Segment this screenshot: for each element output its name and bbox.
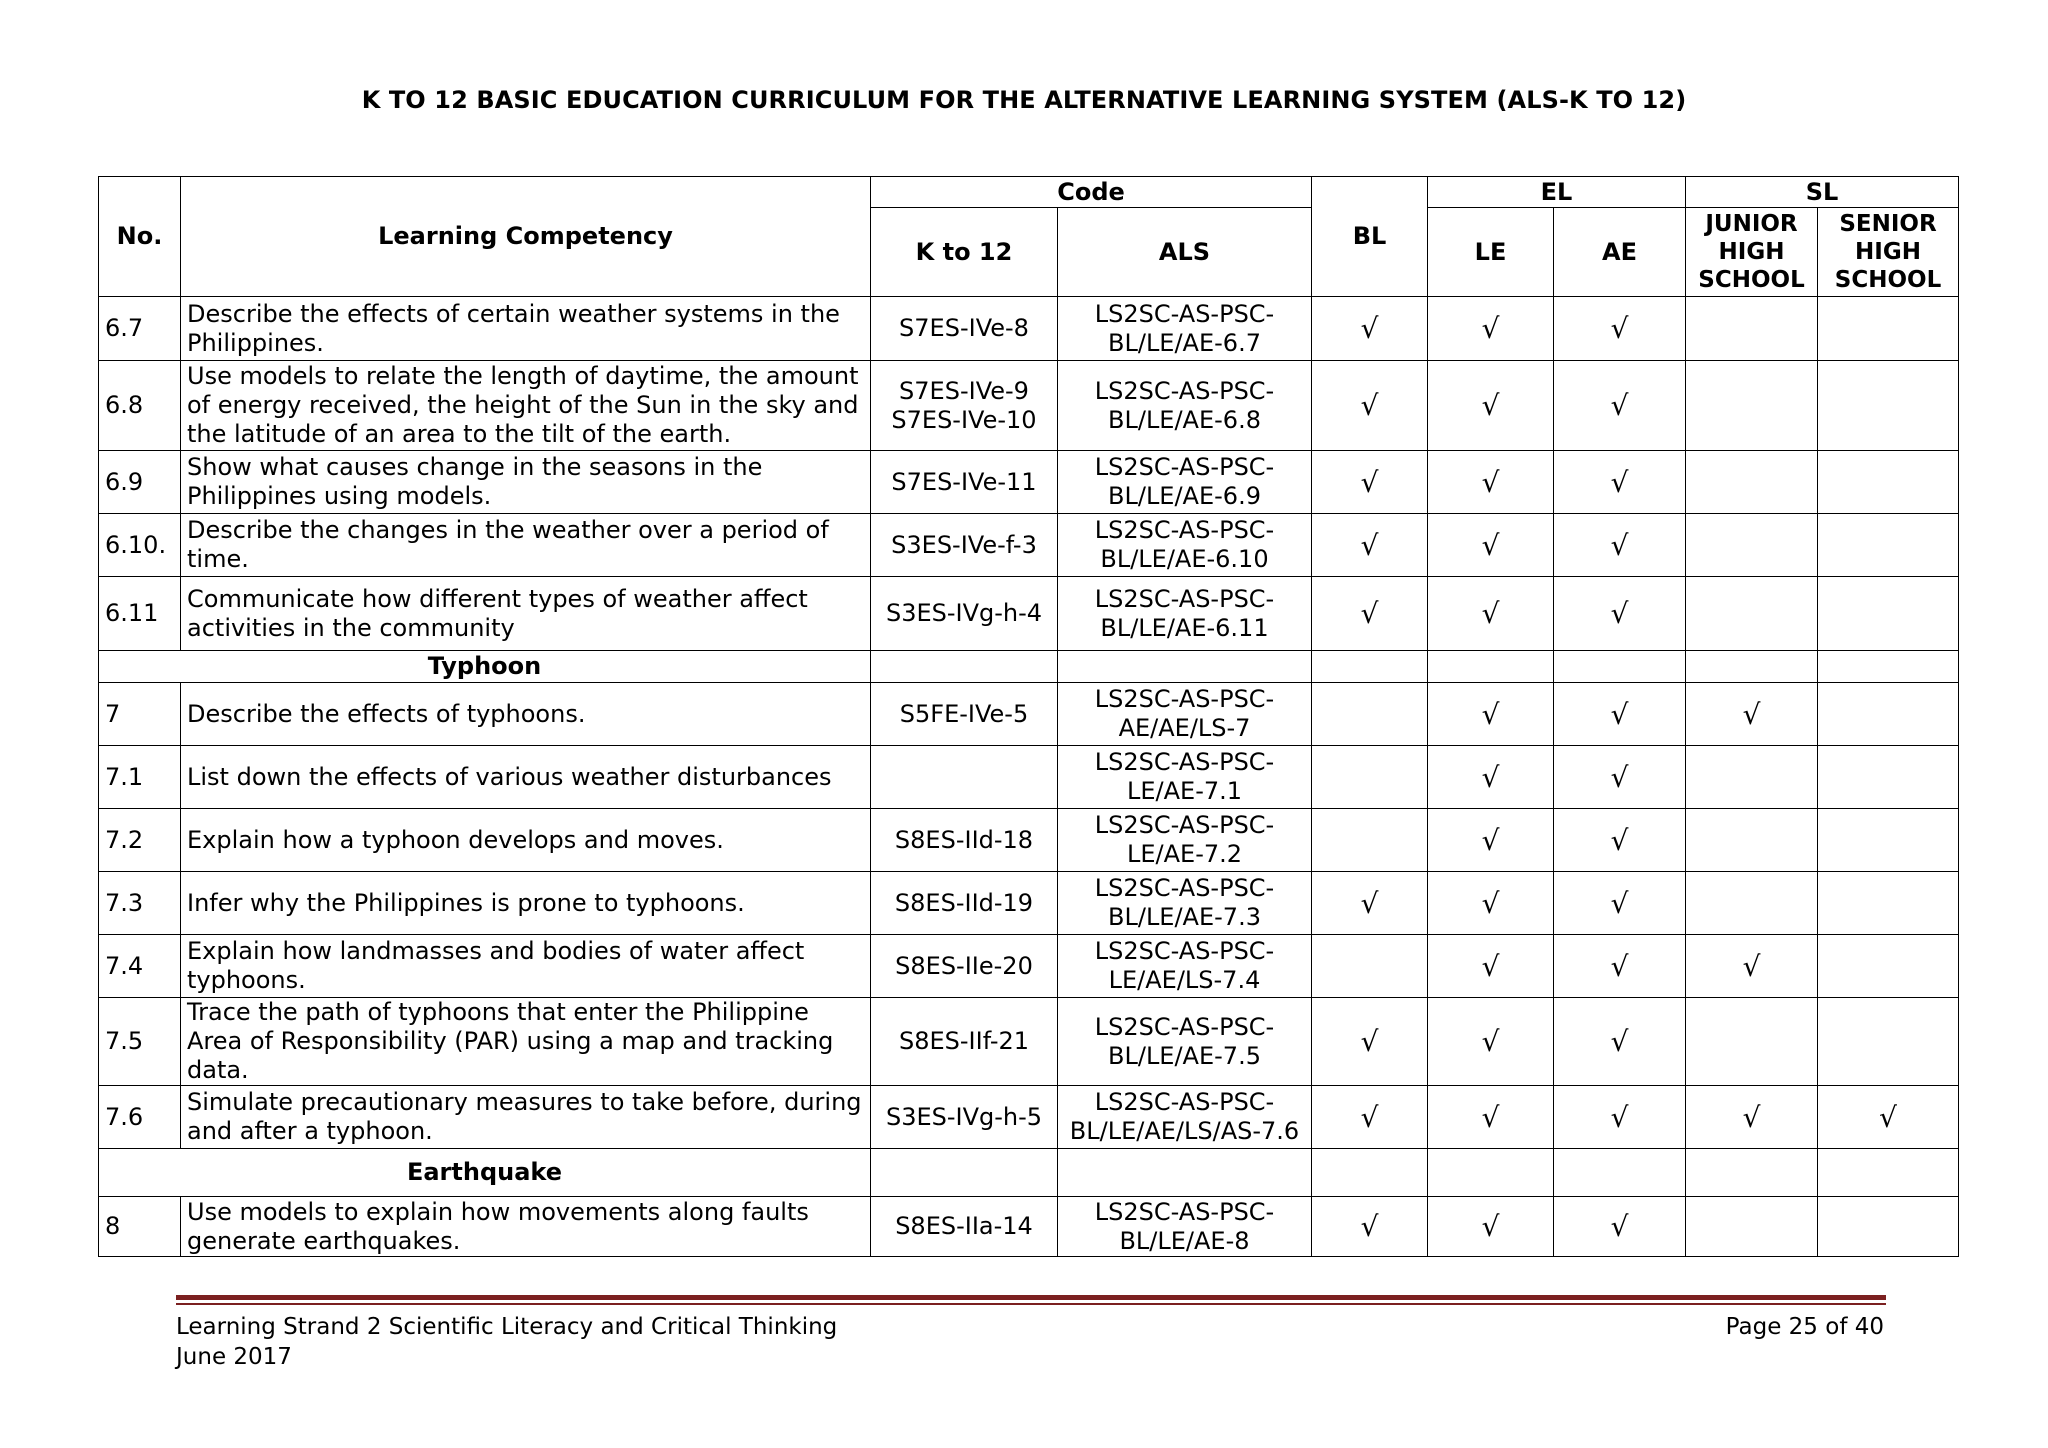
cell-learning-competency: Explain how a typhoon develops and moves. (181, 809, 871, 872)
cell-learning-competency: Describe the effects of certain weather systems in the Philippines. (181, 297, 871, 361)
cell-ae-check: √ (1554, 1197, 1686, 1257)
cell-jhs-check: √ (1686, 683, 1818, 746)
footer-strand: Learning Strand 2 Scientific Literacy and Critical Thinking (176, 1314, 838, 1340)
cell-shs-check (1818, 683, 1959, 746)
cell-shs-check (1818, 935, 1959, 998)
footer-left (176, 1312, 837, 1372)
cell-k12-code: S8ES-IIe-20 (871, 935, 1058, 998)
cell-learning-competency: List down the effects of various weather disturbances (181, 746, 871, 809)
cell-ae-check: √ (1554, 577, 1686, 651)
cell-jhs-check (1686, 451, 1818, 514)
footer-rule-thin (176, 1303, 1886, 1305)
cell-als-code: LS2SC-AS-PSC-BL/LE/AE-8 (1058, 1197, 1312, 1257)
cell-als-code: LS2SC-AS-PSC-BL/LE/AE/LS/AS-7.6 (1058, 1086, 1312, 1149)
cell-le-check: √ (1428, 683, 1554, 746)
header-learning-competency: Learning Competency (181, 177, 871, 297)
cell-le-check: √ (1428, 514, 1554, 577)
cell-bl-check (1312, 935, 1428, 998)
cell-number: 7.2 (99, 809, 181, 872)
cell-number: 6.7 (99, 297, 181, 361)
cell-number: 7.4 (99, 935, 181, 998)
cell-jhs-check (1686, 361, 1818, 451)
cell-bl-check: √ (1312, 872, 1428, 935)
footer-date: June 2017 (176, 1344, 292, 1370)
section-label: Typhoon (99, 651, 871, 683)
cell-ae-check: √ (1554, 809, 1686, 872)
table-row (99, 998, 1959, 1086)
header-sl: SL (1686, 177, 1959, 208)
cell-shs-check (1818, 872, 1959, 935)
header-senior-high-school: SENIOR HIGH SCHOOL (1818, 208, 1959, 297)
cell-learning-competency: Explain how landmasses and bodies of water affect typhoons. (181, 935, 871, 998)
cell-als-code: LS2SC-AS-PSC-BL/LE/AE-7.3 (1058, 872, 1312, 935)
competency-table (98, 176, 1959, 1257)
cell-jhs-check (1686, 998, 1818, 1086)
cell-number: 6.10. (99, 514, 181, 577)
cell-le-check: √ (1428, 451, 1554, 514)
header-code: Code (871, 177, 1312, 208)
header-bl: BL (1312, 177, 1428, 297)
cell-ae-check: √ (1554, 746, 1686, 809)
cell-number: 7.3 (99, 872, 181, 935)
cell-k12-code: S8ES-IIf-21 (871, 998, 1058, 1086)
table-row (99, 746, 1959, 809)
cell-le-check: √ (1428, 872, 1554, 935)
cell-learning-competency: Trace the path of typhoons that enter the Philippine Area of Responsibility (PAR) using a map and tracking data. (181, 998, 871, 1086)
cell-k12-code: S5FE-IVe-5 (871, 683, 1058, 746)
cell-als-code: LS2SC-AS-PSC-BL/LE/AE-6.7 (1058, 297, 1312, 361)
table-row (99, 1086, 1959, 1149)
cell-bl-check (1312, 746, 1428, 809)
cell-number: 7 (99, 683, 181, 746)
cell-jhs-check (1686, 809, 1818, 872)
cell-k12-code: S8ES-IId-19 (871, 872, 1058, 935)
table-row (99, 514, 1959, 577)
cell-jhs-check (1686, 297, 1818, 361)
cell-ae-check: √ (1554, 514, 1686, 577)
cell-k12-code: S7ES-IVe-11 (871, 451, 1058, 514)
empty-cell (1554, 651, 1686, 683)
cell-learning-competency: Use models to relate the length of daytime, the amount of energy received, the height of the Sun in the sky and the latitude of an area to the tilt of the earth. (181, 361, 871, 451)
cell-bl-check (1312, 683, 1428, 746)
cell-shs-check (1818, 297, 1959, 361)
document-title: K TO 12 BASIC EDUCATION CURRICULUM FOR THE ALTERNATIVE LEARNING SYSTEM (ALS-K TO 12) (361, 86, 1687, 114)
cell-k12-code: S3ES-IVe-f-3 (871, 514, 1058, 577)
cell-learning-competency: Describe the effects of typhoons. (181, 683, 871, 746)
cell-learning-competency: Simulate precautionary measures to take before, during and after a typhoon. (181, 1086, 871, 1149)
cell-ae-check: √ (1554, 297, 1686, 361)
footer-rule (176, 1295, 1886, 1300)
cell-learning-competency: Infer why the Philippines is prone to typhoons. (181, 872, 871, 935)
cell-jhs-check: √ (1686, 935, 1818, 998)
cell-k12-code: S7ES-IVe-9 S7ES-IVe-10 (871, 361, 1058, 451)
empty-cell (1428, 651, 1554, 683)
header-le: LE (1428, 208, 1554, 297)
cell-number: 8 (99, 1197, 181, 1257)
cell-jhs-check (1686, 872, 1818, 935)
cell-bl-check: √ (1312, 1086, 1428, 1149)
cell-shs-check (1818, 809, 1959, 872)
table-row (99, 809, 1959, 872)
cell-learning-competency: Show what causes change in the seasons in the Philippines using models. (181, 451, 871, 514)
cell-number: 7.6 (99, 1086, 181, 1149)
empty-cell (871, 651, 1058, 683)
cell-als-code: LS2SC-AS-PSC-BL/LE/AE-6.10 (1058, 514, 1312, 577)
header-als: ALS (1058, 208, 1312, 297)
cell-als-code: LS2SC-AS-PSC-BL/LE/AE-7.5 (1058, 998, 1312, 1086)
cell-bl-check: √ (1312, 361, 1428, 451)
cell-als-code: LS2SC-AS-PSC-LE/AE-7.1 (1058, 746, 1312, 809)
cell-number: 7.1 (99, 746, 181, 809)
empty-cell (1686, 651, 1818, 683)
cell-als-code: LS2SC-AS-PSC-AE/AE/LS-7 (1058, 683, 1312, 746)
header-k-to-12: K to 12 (871, 208, 1058, 297)
cell-bl-check: √ (1312, 577, 1428, 651)
cell-bl-check: √ (1312, 1197, 1428, 1257)
empty-cell (1554, 1149, 1686, 1197)
cell-shs-check (1818, 514, 1959, 577)
cell-shs-check: √ (1818, 1086, 1959, 1149)
cell-k12-code: S8ES-IIa-14 (871, 1197, 1058, 1257)
empty-cell (1818, 1149, 1959, 1197)
table-row (99, 297, 1959, 361)
header-ae: AE (1554, 208, 1686, 297)
table-body (99, 297, 1959, 1257)
empty-cell (1818, 651, 1959, 683)
table-row (99, 361, 1959, 451)
table-row (99, 683, 1959, 746)
cell-jhs-check: √ (1686, 1086, 1818, 1149)
empty-cell (1428, 1149, 1554, 1197)
empty-cell (1058, 1149, 1312, 1197)
cell-learning-competency: Communicate how different types of weather affect activities in the community (181, 577, 871, 651)
cell-jhs-check (1686, 1197, 1818, 1257)
header-junior-high-school: JUNIOR HIGH SCHOOL (1686, 208, 1818, 297)
section-row (99, 651, 1959, 683)
cell-shs-check (1818, 1197, 1959, 1257)
cell-bl-check: √ (1312, 297, 1428, 361)
header-el: EL (1428, 177, 1686, 208)
cell-number: 6.9 (99, 451, 181, 514)
cell-bl-check: √ (1312, 514, 1428, 577)
cell-shs-check (1818, 746, 1959, 809)
cell-k12-code: S8ES-IId-18 (871, 809, 1058, 872)
section-row (99, 1149, 1959, 1197)
cell-als-code: LS2SC-AS-PSC-LE/AE-7.2 (1058, 809, 1312, 872)
table-row (99, 451, 1959, 514)
cell-als-code: LS2SC-AS-PSC-BL/LE/AE-6.11 (1058, 577, 1312, 651)
cell-learning-competency: Use models to explain how movements along faults generate earthquakes. (181, 1197, 871, 1257)
table-row (99, 577, 1959, 651)
empty-cell (871, 1149, 1058, 1197)
cell-le-check: √ (1428, 998, 1554, 1086)
cell-k12-code: S7ES-IVe-8 (871, 297, 1058, 361)
cell-k12-code: S3ES-IVg-h-5 (871, 1086, 1058, 1149)
cell-le-check: √ (1428, 577, 1554, 651)
cell-number: 6.8 (99, 361, 181, 451)
section-label: Earthquake (99, 1149, 871, 1197)
empty-cell (1058, 651, 1312, 683)
cell-le-check: √ (1428, 746, 1554, 809)
cell-jhs-check (1686, 514, 1818, 577)
empty-cell (1312, 1149, 1428, 1197)
cell-bl-check: √ (1312, 998, 1428, 1086)
cell-ae-check: √ (1554, 451, 1686, 514)
cell-k12-code: S3ES-IVg-h-4 (871, 577, 1058, 651)
cell-le-check: √ (1428, 297, 1554, 361)
cell-number: 7.5 (99, 998, 181, 1086)
cell-k12-code (871, 746, 1058, 809)
cell-jhs-check (1686, 746, 1818, 809)
cell-bl-check: √ (1312, 451, 1428, 514)
cell-jhs-check (1686, 577, 1818, 651)
cell-number: 6.11 (99, 577, 181, 651)
cell-le-check: √ (1428, 809, 1554, 872)
cell-als-code: LS2SC-AS-PSC-BL/LE/AE-6.8 (1058, 361, 1312, 451)
cell-le-check: √ (1428, 935, 1554, 998)
header-no: No. (99, 177, 181, 297)
table-row (99, 872, 1959, 935)
cell-le-check: √ (1428, 1086, 1554, 1149)
cell-shs-check (1818, 998, 1959, 1086)
cell-shs-check (1818, 361, 1959, 451)
cell-le-check: √ (1428, 361, 1554, 451)
cell-shs-check (1818, 451, 1959, 514)
cell-ae-check: √ (1554, 361, 1686, 451)
cell-shs-check (1818, 577, 1959, 651)
empty-cell (1686, 1149, 1818, 1197)
table-row (99, 1197, 1959, 1257)
cell-le-check: √ (1428, 1197, 1554, 1257)
cell-ae-check: √ (1554, 1086, 1686, 1149)
cell-ae-check: √ (1554, 998, 1686, 1086)
table-row (99, 935, 1959, 998)
cell-bl-check (1312, 809, 1428, 872)
footer-page-number: Page 25 of 40 (1725, 1314, 1884, 1340)
cell-ae-check: √ (1554, 935, 1686, 998)
cell-ae-check: √ (1554, 683, 1686, 746)
cell-learning-competency: Describe the changes in the weather over a period of time. (181, 514, 871, 577)
empty-cell (1312, 651, 1428, 683)
cell-als-code: LS2SC-AS-PSC-LE/AE/LS-7.4 (1058, 935, 1312, 998)
cell-als-code: LS2SC-AS-PSC-BL/LE/AE-6.9 (1058, 451, 1312, 514)
cell-ae-check: √ (1554, 872, 1686, 935)
